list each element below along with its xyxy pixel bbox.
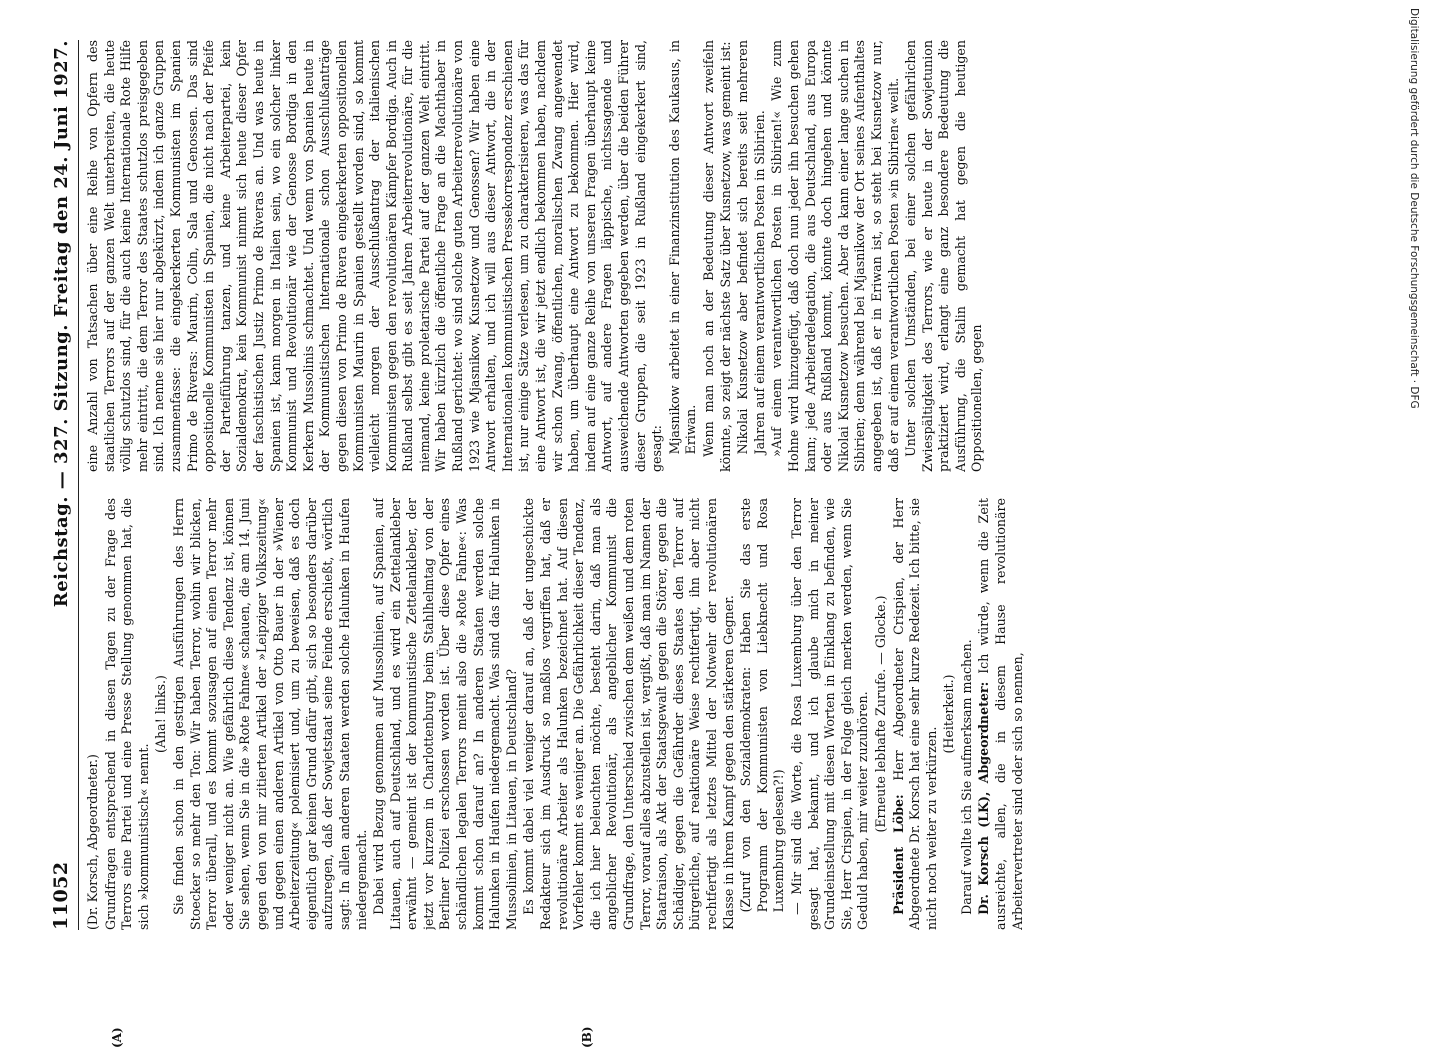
paragraph <box>371 498 520 930</box>
paragraph <box>738 498 788 912</box>
paragraph <box>735 40 768 454</box>
paragraph <box>521 498 737 930</box>
paragraph <box>85 498 102 930</box>
paragraph-text: Wenn man noch an der Bedeutung dieser Antwort zweifeln könnte, so zeigt der nächste Satz über Kusnetzow, was gemeint ist: <box>701 40 733 472</box>
paragraph-text: Dabei wird Bezug genommen auf Mussolinien, auf Spanien, auf Litauen, auch auf Deutschland, und es wird ein Zettelankleber erwähnt — gemeint ist der kommunistische Zettelankleber, der jetzt vor kurzem in Charlottenburg beim Stahlhelmtag von der Berliner Polizei erschossen worden ist. Über diese Opfer eines schändlichen legalen Terrors meint also die »Rote Fahne«: Was kommt schon darauf an? In anderen Staaten werden solche Halunken in Haufen niedergemacht. Was sind das für Halunken in Mussolinien, in Litauen, in Deutschland? <box>371 498 519 930</box>
page-number: 11052 <box>50 861 72 930</box>
paragraph <box>959 498 976 930</box>
paragraph-text: Darauf wollte ich Sie aufmerksam machen. <box>959 639 974 915</box>
paragraph-text: eine Anzahl von Tatsachen über eine Reihe von Opfern des staatlichen Terrors auf der ganzen Welt unterbreiten, die heute völlig schutzlos sind, für die auch keine Internationale Rote Hilfe mehr eintritt, die dem Terror des Staates schutzlos preisgegeben sind. Ich nenne sie hier nur abgekürzt, indem ich ganze Gruppen zusammenfasse: die eingekerkerten Kommunisten im Spanien Primo de Riveras: Maurin, Colin, Sala und Genossen. Das sind oppositionelle Kommunisten in Spanien, die nicht nach der Pfeife der Parteiführung tanzen, und keine Arbeiterpartei, kein Sozialdemokrat, kein Kommunist nimmt sich heute dieser Opfer der faschistischen Justiz Primo de Riveras an. Und was heute in Spanien ist, kann morgen in Italien sein, wo ein solcher linker Kommunist und Revolutionär wie der Genosse Bordiga in den Kerkern Mussolinis schmachtet. Und wenn von Spanien heute in der Kommunistischen Internationale schon Ausschlußanträge gegen diesen von Primo de Rivera eingekerkerten oppositionellen Kommunisten Maurin in Spanien gestellt worden sind, so kommt vielleicht morgen der Ausschlußantrag der italienischen Kommunisten gegen den revolutionären Kämpfer Bordiga. Auch in Rußland selbst gibt es seit Jahren Arbeiterrevolutionäre, für die niemand, keine proletarische Partei auf der ganzen Welt eintritt. Wir haben kürzlich die öffentliche Frage an die Machthaber in Rußland gerichtet: wo sind solche guten Arbeiterrevolutionäre von 1923 wie Mjasnikow, Kusnetzow und Genossen? Wir haben eine Antwort erhalten, und ich will aus dieser Antwort, die in der Internationalen kommunistischen Pressekorrespondenz erschienen ist, nur einige Sätze verlesen, um zu charakterisieren, was das für eine Antwort ist, die wir jetzt endlich bekommen haben, nachdem wir schon Zwang, öffentlichen, moralischen Zwang angewendet haben, um überhaupt eine Antwort zu bekommen. Hier wird, indem auf eine ganze Reihe von unseren Fragen überhaupt keine Antwort, auf andere Fragen läppische, nichtssagende und ausweichende Antworten gegeben werden, über die beiden Führer dieser Gruppen, die seit 1923 in Rußland eingekerkert sind, gesagt: <box>85 40 664 472</box>
paragraph <box>891 498 941 930</box>
margin-marker-a: (A) <box>110 1027 124 1048</box>
paragraph <box>789 498 872 930</box>
speaker-name: Dr. Korsch (LK), Abgeordneter: <box>976 682 991 915</box>
paragraph-text: (Aha! links.) <box>153 675 168 753</box>
speaker-name: Präsident Löbe: <box>891 794 906 915</box>
paragraph-text: (Erneute lebhafte Zurufe. — Glocke.) <box>873 595 888 832</box>
paragraph-text: Es kommt dabei viel weniger darauf an, daß der ungeschickte Redakteur sich im Ausdruck so maßlos vergriffen hat, daß er revolutionäre Arbeiter als Halunken bezeichnet hat. Auf diesen Vorfehler kommt es weniger an. Die Gefährlichkeit dieser Tendenz, die ich hier beleuchten möchte, besteht darin, daß man als angeblicher Revolutionär, als angeblicher Kommunist die Grundfrage, den Unterschied zwischen dem weißen und dem roten Terror, vorauf alles abzustellen ist, vergißt, daß man im Namen der Staatraison, als Akt der Staatsgewalt gegen die Störer, gegen die Schädiger, gegen die Gefährder dieses Staates den Terror auf bürgerliche, auf reaktionäre Weise rechtfertigt, ihn aber nicht rechtfertigt als letztes Mittel der Notwehr der revolutionären Klasse in ihrem Kampf gegen den stärkeren Gegner. <box>521 498 735 930</box>
paragraph-text: Nikolai Kusnetzow aber befindet sich bereits seit mehreren Jahren auf einem verantwortlichen Posten in Sibirien. <box>735 40 767 454</box>
paragraph <box>103 498 153 930</box>
paragraph <box>941 498 958 930</box>
paragraph-text: (Heiterkeit.) <box>941 675 956 754</box>
text-columns <box>85 40 1125 930</box>
paragraph <box>873 498 890 930</box>
paragraph <box>903 40 986 472</box>
paragraph <box>769 40 902 472</box>
paragraph-text: (Zuruf von den Sozialdemokraten: Haben Sie das erste Programm der Kommunisten von Liebknecht und Rosa Luxemburg gelesen?!) <box>738 498 786 912</box>
page-header <box>50 40 72 930</box>
paragraph <box>976 498 1026 930</box>
paragraph <box>85 40 666 472</box>
paragraph-text: Mjasnikow arbeitet in einer Finanzinstitution des Kaukasus, in Eriwan. <box>667 40 699 454</box>
paragraph-text: (Dr. Korsch, Abgeordneter.) <box>85 754 100 930</box>
paragraph <box>153 498 170 930</box>
paragraph-text: »Auf einem verantwortlichen Posten in Sibirien!« Wie zum Hohne wird hinzugefügt, daß doch nun jeder ihn besuchen gehen kann; jede Arbeiterdelegation, die aus Deutschland, aus Europa oder aus Rußland kommt, könnte doch hingehen und könnte Nikolai Kusnetzow besuchen. Aber da kann einer lange suchen in Sibirien; denn während bei Mjasnikow der Ort seines Aufenthaltes angegeben ist, daß er in Eriwan ist, so steht bei Kusnetzow nur, daß er auf einem verantwortlichen Posten »in Sibirien« weilt. <box>769 40 900 472</box>
paragraph-text: — Mir sind die Worte, die Rosa Luxemburg über den Terror gesagt hat, bekannt, und ich glaube mich in meiner Grundeinstellung mit diesen Worten in Einklang zu befinden, wie Sie, Herr Crispien, in der Folge gleich merken werden, wenn Sie Geduld haben, mir weiter zuzuhören. <box>789 498 870 930</box>
document-page <box>40 0 1370 1000</box>
paragraph-text: Ich würde, wenn die Zeit ausreichte, allen, die in diesem Hause revolutionäre Arbeitervertreter sind oder sich so nennen, <box>976 498 1024 930</box>
paragraph-text: Sie finden schon in den gestrigen Ausführungen des Herrn Stoecker so mehr den Ton: Wir haben Terror, wohin wir blicken, Terror überall, und es kommt sozusagen auf einen Terror mehr oder weniger nicht an. Wie gefährlich diese Tendenz ist, können Sie sehen, wenn Sie in die »Rote Fahne« schauen, die am 14. Juni gegen den von mir zitierten Artikel der »Leipziger Volkszeitung« und gegen einen anderen Artikel von Otto Bauer in der »Wiener Arbeiterzeitung« polemisiert und, um zu beweisen, daß es doch eigentlich gar keinen Grund dafür gibt, sich so besonders darüber aufzuregen, daß der Sowjetstaat seine Feinde erschießt, wörtlich sagt: In allen anderen Staaten werden solche Halunken in Haufen niedergemacht. <box>171 498 369 930</box>
left-column <box>85 498 1125 930</box>
margin-marker-b: (B) <box>580 1027 594 1048</box>
digitization-credit <box>1406 8 1422 993</box>
paragraph <box>701 40 734 472</box>
page-title: Reichstag. — 327. Sitzung. Freitag den 24. Juni 1927. <box>51 40 72 607</box>
paragraph-text: Unter solchen Umständen, bei einer solchen gefährlichen Zwiespältigkeit des Terrors, wie er heute in der Sowjetunion praktiziert wird, erlangt eine ganz besondere Bedeutung die Ausführung, die Stalin gemacht hat gegen die heutigen Oppositionellen, gegen <box>903 40 984 472</box>
right-column <box>85 40 1125 472</box>
paragraph <box>171 498 370 930</box>
paragraph-text: Grundfragen entsprechend in diesen Tagen zu der Frage des Terrors eine Partei und eine Presse Stellung genommen hat, die sich »kommunistisch« nennt. <box>103 498 151 930</box>
paragraph <box>667 40 700 454</box>
credit-text: Digitalisierung gefördert durch die Deutsche Forschungsgemeinschaft · DFG <box>1408 8 1420 409</box>
header-rule <box>78 40 79 930</box>
paragraph-text: Herr Abgeordneter Crispien, der Herr Abgeordnete Dr. Korsch hat eine sehr kurze Redezeit. Ich bitte, sie nicht noch weiter zu verkürzen. <box>891 498 939 930</box>
